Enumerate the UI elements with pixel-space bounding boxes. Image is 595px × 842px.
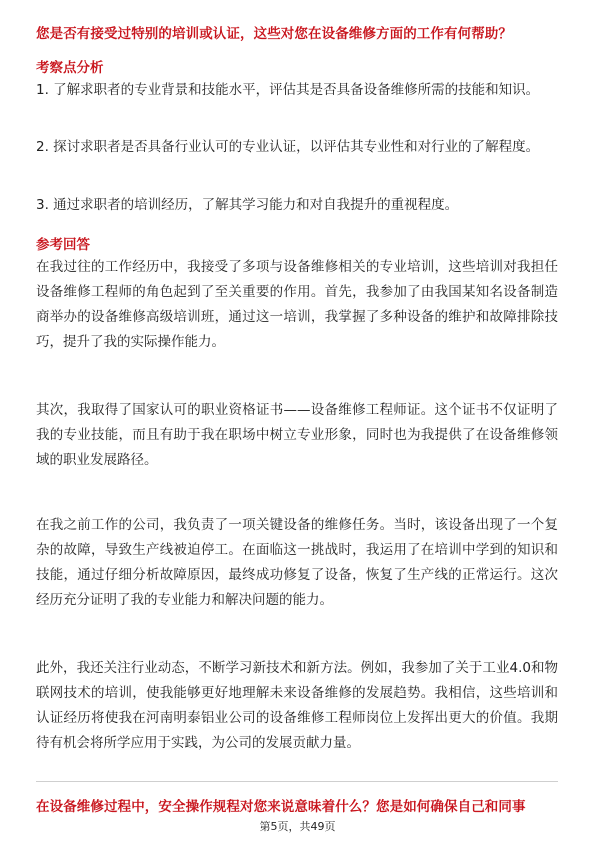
answer-paragraph: 在我之前工作的公司，我负责了一项关键设备的维修任务。当时，该设备出现了一个复杂的故障，导致生产线被迫停工。在面临这一挑战时，我运用了在培训中学到的知识和技能，通过仔细分析故障原因，最终成功修复了设备，恢复了生产线的正常运行。这次经历充分证明了我的专业能力和解决问题的能力。 <box>36 517 558 608</box>
analysis-item: 2. 探讨求职者是否具备行业认可的专业认证，以评估其专业性和对行业的了解程度。 <box>36 139 540 155</box>
analysis-item: 1. 了解求职者的专业背景和技能水平，评估其是否具备设备维修所需的技能和知识。 <box>36 82 540 98</box>
answer-paragraph: 在我过往的工作经历中，我接受了多项与设备维修相关的专业培训，这些培训对我担任设备维修工程师的角色起到了至关重要的作用。首先，我参加了由我国某知名设备制造商举办的设备维修高级培训班，通过这一培训，我掌握了多种设备的维护和故障排除技巧，提升了我的实际操作能力。 <box>36 259 558 350</box>
divider <box>36 781 558 782</box>
analysis-heading: 考察点分析 <box>36 60 104 76</box>
page-number: 第5页，共49页 <box>259 820 336 833</box>
question-heading: 您是否有接受过特别的培训或认证，这些对您在设备维修方面的工作有何帮助？ <box>36 26 512 42</box>
answer-paragraph: 其次，我取得了国家认可的职业资格证书——设备维修工程师证。这个证书不仅证明了我的专业技能，而且有助于我在职场中树立专业形象，同时也为我提供了在设备维修领域的职业发展路径。 <box>36 402 558 468</box>
answer-heading: 参考回答 <box>36 237 90 253</box>
next-question-heading: 在设备维修过程中，安全操作规程对您来说意味着什么？您是如何确保自己和同事 <box>36 799 526 815</box>
answer-paragraph: 此外，我还关注行业动态，不断学习新技术和新方法。例如，我参加了关于工业4.0和物联网技术的培训，使我能够更好地理解未来设备维修的发展趋势。我相信，这些培训和认证经历将使我在河南明泰铝业公司的设备维修工程师岗位上发挥出更大的价值。我期待有机会将所学应用于实践，为公司的发展贡献力量。 <box>36 660 558 751</box>
analysis-item: 3. 通过求职者的培训经历，了解其学习能力和对自我提升的重视程度。 <box>36 197 459 213</box>
